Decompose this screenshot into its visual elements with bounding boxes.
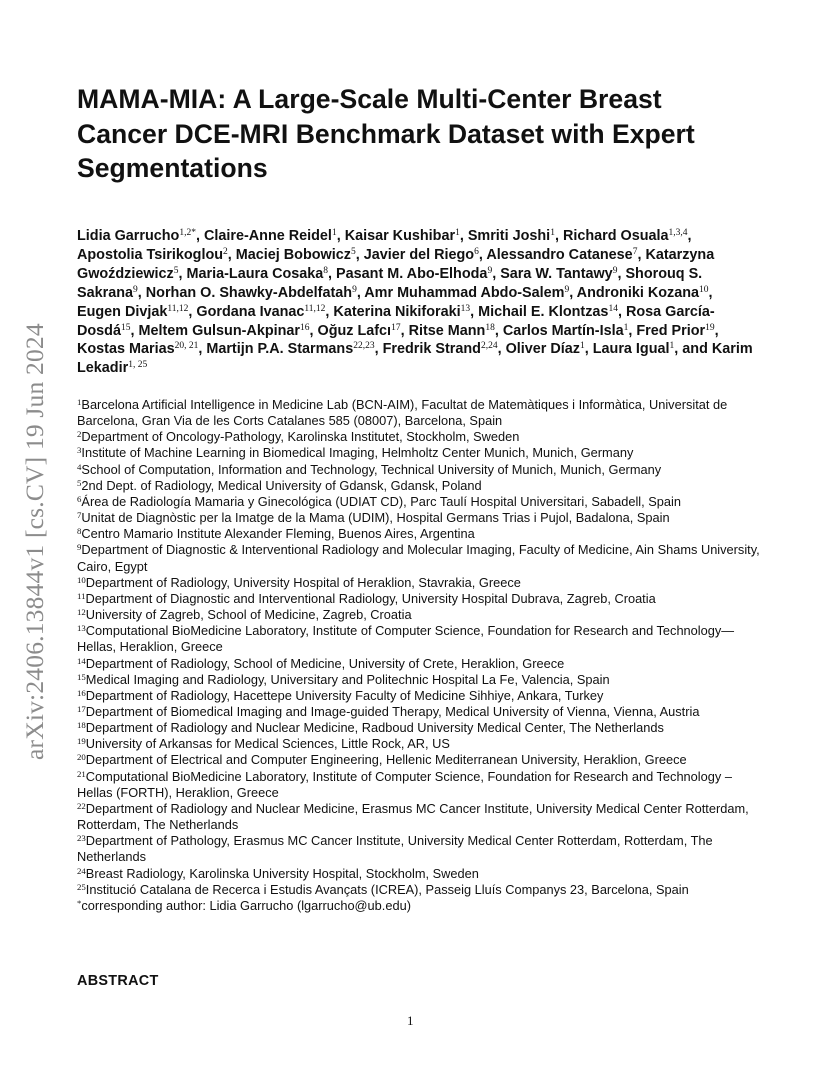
author-name: Claire-Anne Reidel xyxy=(203,228,332,244)
author-affiliation-mark: 1, 25 xyxy=(128,360,148,371)
affiliation-item xyxy=(77,736,762,752)
abstract-heading: ABSTRACT xyxy=(77,973,159,989)
affiliation-text: Computational BioMedicine Laboratory, Institute of Computer Science, Foundation for Research and Technology—Hellas, Heraklion, Greece xyxy=(77,623,735,655)
author-name: Richard Osuala xyxy=(562,228,669,244)
paper-title: MAMA-MIA: A Large-Scale Multi-Center Breast Cancer DCE-MRI Benchmark Dataset with Expert Segmentations xyxy=(77,84,695,183)
affiliation-text: 2nd Dept. of Radiology, Medical University of Gdansk, Gdansk, Poland xyxy=(81,477,482,493)
author-affiliation-mark: 9 xyxy=(487,265,493,276)
affiliation-item xyxy=(77,752,762,768)
affiliation-text: Computational BioMedicine Laboratory, Institute of Computer Science, Foundation for Research and Technology – Hellas (FORTH), Heraklion, Greece xyxy=(77,768,732,800)
affiliation-number: 25 xyxy=(77,881,86,892)
affiliation-item xyxy=(77,623,762,655)
affiliation-number: 6 xyxy=(77,493,82,504)
affiliation-number: 10 xyxy=(77,574,86,585)
arxiv-identifier-stamp: arXiv:2406.13844v1 [cs.CV] 19 Jun 2024 xyxy=(20,323,49,760)
author-name: Javier del Riego xyxy=(363,246,475,263)
affiliation-number: 14 xyxy=(77,655,86,666)
affiliation-text: Breast Radiology, Karolinska University Hospital, Stockholm, Sweden xyxy=(85,865,479,881)
affiliation-number: 21 xyxy=(77,768,86,779)
author-name: Smriti Joshi xyxy=(467,228,551,244)
affiliation-list xyxy=(77,397,762,914)
author-name: Alessandro Catanese xyxy=(486,246,633,263)
affiliation-item xyxy=(77,688,762,704)
affiliation-number: 18 xyxy=(77,720,86,731)
affiliation-item xyxy=(77,526,762,542)
affiliation-text: Department of Pathology, Erasmus MC Cancer Institute, University Medical Center Rotterdam, Rotterdam, The Netherlands xyxy=(77,833,713,865)
affiliation-item xyxy=(77,866,762,882)
author-list: Lidia Garrucho$^{1,2*}$, Claire-Anne Reidel$^1$, Kaisar Kushibar$^1$, Smriti Joshi$^1$, Richard Osuala$^{1,3,4}$, Apostolia Tsirikoglou$^2$, Maciej Bobowicz$^5$, Javier del Riego$^6$, Alessandro Catanese$^7$, Katarzyna Gwoździewicz$^5$, Maria-Laura Cosaka$^8$, Pasant M. Abo-Elhoda$^9$, Sara W. Tantawy$^9$, Shorouq S. Sakrana$^9$, Norhan O. Shawky-Abdelfatah$^9$, Amr Muhammad Abdo-Salem$^9$, Androniki Kozana$^{10}$, Eugen Divjak$^{11,12}$, Gordana Ivanac$^{11,12}$, Katerina Nikiforaki$^{13}$, Michail E. Klontzas$^{14}$, Rosa García-Dosdá$^{15}$, Meltem Gulsun-Akpinar$^{16}$, Oğuz Lafcı$^{17}$, Ritse Mann$^{18}$, Carlos Martín-Isla$^1$, Fred Prior$^{19}$, Kostas Marias$^{20, 21}$, Martijn P.A. Starmans$^{22,23}$, Fredrik Strand$^{2,24}$, Oliver Díaz$^1$, Laura Igual$^1$, and Karim Lekadir$^{1, 25}$ xyxy=(77,228,753,377)
affiliation-text: Barcelona Artificial Intelligence in Medicine Lab (BCN-AIM), Facultat de Matemàtiques i Informàtica, Universitat de Barcelona, Gran Via de les Corts Catalanes 585 (08007), Barcelona, Spain xyxy=(77,397,728,429)
author-name: Norhan O. Shawky-Abdelfatah xyxy=(145,284,353,301)
affiliation-item xyxy=(77,462,762,478)
author-name: Katarzyna Gwoździewicz xyxy=(77,246,715,282)
affiliation-number: 19 xyxy=(77,736,86,747)
author-affiliation-mark: 18 xyxy=(485,322,495,333)
affiliation-item xyxy=(77,720,762,736)
affiliation-item xyxy=(77,510,762,526)
author-name: Amr Muhammad Abdo-Salem xyxy=(364,284,565,301)
author-affiliation-mark: 9 xyxy=(133,284,138,295)
affiliation-number: 16 xyxy=(77,687,86,698)
affiliation-item xyxy=(77,494,762,510)
affiliation-text: Unitat de Diagnòstic per la Imatge de la Mama (UDIM), Hospital Germans Trias i Pujol, Badalona, Spain xyxy=(81,510,670,526)
affiliation-number: 8 xyxy=(77,526,82,537)
author-affiliation-mark: 19 xyxy=(705,322,715,333)
affiliation-text: Department of Diagnostic and Interventional Radiology, University Hospital Dubrava, Zagreb, Croatia xyxy=(85,590,656,606)
author-name: Gordana Ivanac xyxy=(196,303,305,320)
affiliation-item xyxy=(77,607,762,623)
affiliation-number: 23 xyxy=(77,833,86,844)
affiliation-item xyxy=(77,542,762,574)
affiliation-item xyxy=(77,769,762,801)
author-name: Carlos Martín-Isla xyxy=(502,322,624,339)
affiliation-text: Institute of Machine Learning in Biomedical Imaging, Helmholtz Center Munich, Munich, Germany xyxy=(81,445,634,461)
author-name: Martijn P.A. Starmans xyxy=(206,341,354,358)
author-name: Lidia Garrucho xyxy=(77,228,180,244)
author-name: Shorouq S. Sakrana xyxy=(77,265,703,301)
affiliation-text: Department of Radiology and Nuclear Medicine, Erasmus MC Cancer Institute, University Medical Center Rotterdam, Rotterdam, The Netherlands xyxy=(77,800,749,833)
author-affiliation-mark: 2,24 xyxy=(480,341,498,352)
author-name: Maciej Bobowicz xyxy=(235,246,351,263)
affiliation-text: Department of Diagnostic & Interventional Radiology and Molecular Imaging, Faculty of Medicine, Ain Shams University, Cairo, Egypt xyxy=(77,542,760,574)
author-affiliation-mark: 10 xyxy=(699,284,709,295)
author-name: Laura Igual xyxy=(592,341,670,358)
author-affiliation-mark: 1 xyxy=(623,322,629,333)
author-affiliation-mark: 1 xyxy=(580,341,585,352)
author-affiliation-mark: 15 xyxy=(120,322,131,333)
affiliation-number: * xyxy=(77,897,82,908)
affiliation-text: Department of Radiology, University Hospital of Heraklion, Stavrakia, Greece xyxy=(85,574,521,590)
author-name: Oğuz Lafcı xyxy=(317,322,392,339)
author-name: Sara W. Tantawy xyxy=(500,265,613,282)
affiliation-item xyxy=(77,672,762,688)
affiliation-number: 11 xyxy=(77,590,86,601)
affiliation-number: 3 xyxy=(77,445,82,456)
affiliation-item xyxy=(77,575,762,591)
author-name: Rosa García-Dosdá xyxy=(77,303,715,339)
author-affiliation-mark: 9 xyxy=(612,265,618,276)
author-affiliation-mark: 5 xyxy=(350,246,356,257)
author-affiliation-mark: 9 xyxy=(564,284,570,295)
affiliation-text: Department of Radiology and Nuclear Medicine, Radboud University Medical Center, The Netherlands xyxy=(85,720,664,736)
affiliation-item xyxy=(77,704,762,720)
affiliation-item xyxy=(77,656,762,672)
author-name: Ritse Mann xyxy=(408,322,486,339)
affiliation-number: 4 xyxy=(77,461,82,472)
author-affiliation-mark: 2 xyxy=(223,246,228,257)
affiliation-number: 20 xyxy=(77,752,86,763)
affiliation-number: 1 xyxy=(77,397,82,407)
author-name: Oliver Díaz xyxy=(505,341,580,358)
affiliation-number: 5 xyxy=(77,477,82,488)
affiliation-number: 9 xyxy=(77,542,82,553)
affiliation-item xyxy=(77,833,762,865)
affiliation-text: Institució Catalana de Recerca i Estudis Avançats (ICREA), Passeig Lluís Companys 23, Barcelona, Spain xyxy=(85,881,689,897)
affiliation-text: School of Computation, Information and Technology, Technical University of Munich, Munich, Germany xyxy=(81,461,662,477)
author-affiliation-mark: 9 xyxy=(352,284,357,295)
affiliation-number: 22 xyxy=(77,800,86,811)
page-number: 1 xyxy=(407,1013,414,1028)
author-affiliation-mark: 5 xyxy=(173,265,179,276)
affiliation-item xyxy=(77,445,762,461)
affiliation-item xyxy=(77,478,762,494)
affiliation-text: Medical Imaging and Radiology, Universitary and Politechnic Hospital La Fe, Valencia, Spain xyxy=(85,671,610,687)
author-affiliation-mark: 22,23 xyxy=(353,341,375,352)
author-name: Maria-Laura Cosaka xyxy=(186,265,324,282)
author-affiliation-mark: 13 xyxy=(460,303,471,314)
author-affiliation-mark: 6 xyxy=(474,246,479,257)
affiliation-text: Department of Oncology-Pathology, Karolinska Institutet, Stockholm, Sweden xyxy=(81,429,520,445)
author-affiliation-mark: 11,12 xyxy=(304,303,326,314)
author-name: Kaisar Kushibar xyxy=(344,228,456,244)
author-affiliation-mark: 7 xyxy=(632,246,638,257)
author-name: Karim Lekadir xyxy=(77,341,753,377)
affiliation-item xyxy=(77,801,762,833)
author-name: Fred Prior xyxy=(636,322,706,339)
author-affiliation-mark: 17 xyxy=(391,322,401,333)
affiliation-number: 7 xyxy=(77,510,82,521)
author-name: Androniki Kozana xyxy=(576,284,699,301)
author-affiliation-mark: 1 xyxy=(550,228,555,238)
affiliation-number: 2 xyxy=(77,429,82,440)
author-name: Michail E. Klontzas xyxy=(478,303,609,320)
affiliation-item xyxy=(77,591,762,607)
author-affiliation-mark: 14 xyxy=(608,303,618,314)
author-affiliation-mark: 1,2* xyxy=(179,228,196,238)
affiliation-item xyxy=(77,397,762,429)
author-affiliation-mark: 16 xyxy=(300,322,310,333)
author-affiliation-mark: 20, 21 xyxy=(174,341,199,352)
author-affiliation-mark: 1,3,4 xyxy=(668,228,688,238)
affiliation-number: 17 xyxy=(77,703,86,714)
affiliation-text: Área de Radiología Mamaria y Ginecológica (UDIAT CD), Parc Taulí Hospital Universitari, Sabadell, Spain xyxy=(81,493,681,509)
author-affiliation-mark: 1 xyxy=(669,341,675,352)
author-affiliation-mark: 1 xyxy=(331,228,337,238)
author-name: Eugen Divjak xyxy=(77,303,168,320)
affiliation-text: Department of Radiology, Hacettepe University Faculty of Medicine Sihhiye, Ankara, Turkey xyxy=(85,687,604,703)
author-name: Katerina Nikiforaki xyxy=(333,303,461,320)
affiliation-number: 24 xyxy=(77,865,86,876)
affiliation-text: University of Arkansas for Medical Sciences, Little Rock, AR, US xyxy=(85,736,450,752)
author-name: Meltem Gulsun-Akpinar xyxy=(138,322,300,339)
affiliation-number: 13 xyxy=(77,623,86,634)
affiliation-text: corresponding author: Lidia Garrucho (lgarrucho@ub.edu) xyxy=(81,897,411,913)
affiliation-text: Department of Radiology, School of Medicine, University of Crete, Heraklion, Greece xyxy=(85,655,565,671)
author-affiliation-mark: 8 xyxy=(323,265,329,276)
author-name: Apostolia Tsirikoglou xyxy=(77,246,224,263)
affiliation-number: 15 xyxy=(77,671,86,682)
author-name: Pasant M. Abo-Elhoda xyxy=(336,265,488,282)
affiliation-text: Department of Biomedical Imaging and Image-guided Therapy, Medical University of Vienna, Vienna, Austria xyxy=(85,703,700,719)
affiliation-item xyxy=(77,429,762,445)
affiliation-number: 12 xyxy=(77,607,86,618)
affiliation-text: Department of Electrical and Computer Engineering, Hellenic Mediterranean University, Heraklion, Greece xyxy=(85,752,687,768)
author-name: Fredrik Strand xyxy=(382,341,481,358)
affiliation-text: University of Zagreb, School of Medicine, Zagreb, Croatia xyxy=(85,607,412,623)
affiliation-item xyxy=(77,898,762,914)
author-affiliation-mark: 11,12 xyxy=(167,303,189,314)
author-name: Kostas Marias xyxy=(77,341,175,358)
author-affiliation-mark: 1 xyxy=(455,228,460,238)
affiliation-item xyxy=(77,882,762,898)
affiliation-text: Centro Mamario Institute Alexander Fleming, Buenos Aires, Argentina xyxy=(81,526,475,542)
